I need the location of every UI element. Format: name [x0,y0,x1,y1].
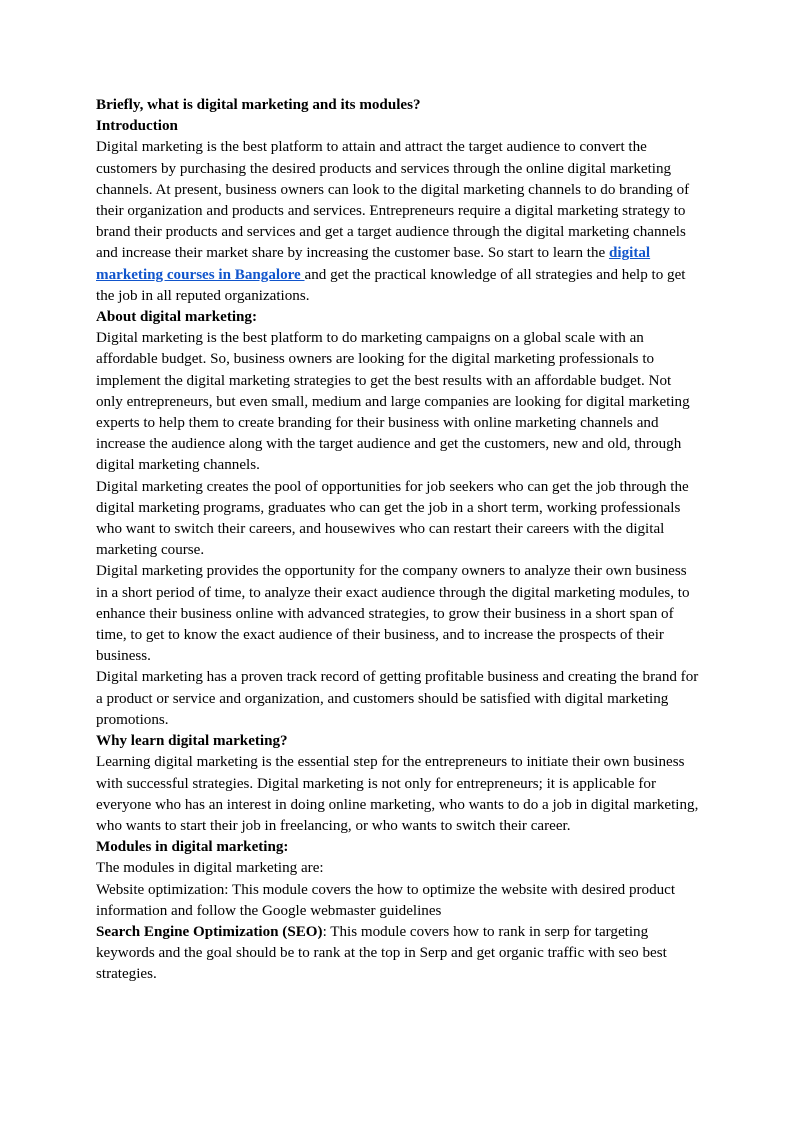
module-website-optimization: Website optimization: This module covers the how to optimize the website with desired product information and follow the Google webmaster guidelines [96,881,676,919]
about-paragraph-2: Digital marketing creates the pool of opportunities for job seekers who can get the job through the digital marketing programs, graduates who can get the job in a short term, working professionals who want to switch their careers, and housewives who can restart their careers with the digital marketing course. [96,478,689,559]
about-paragraph-3: Digital marketing provides the opportunity for the company owners to analyze their own business in a short period of time, to analyze their exact audience through the digital marketing modules, to enhance their business online with advanced strategies, to grow their business in a short span of time, to get to know the exact audience of their business, and to increase the prospects of their business. [96,563,690,665]
intro-text-after-link: and get the practical knowledge of all strategies and help to get the job in all reputed organizations. [96,266,686,304]
heading-about: About digital marketing: [96,309,258,326]
document-title: Briefly, what is digital marketing and its modules? [96,97,421,113]
digital-marketing-courses-link[interactable]: digital marketing courses in Bangalore [96,245,651,283]
heading-introduction: Introduction [96,118,178,135]
about-paragraph-4: Digital marketing has a proven track record of getting profitable business and creating the brand for a product or service and organization, and customers should be satisfied with digital marketing promotions. [96,669,699,728]
intro-text-before-link: Digital marketing is the best platform to attain and attract the target audience to convert the customers by purchasing the desired products and services through the online digital marketing channels. At present, business owners can look to the digital marketing channels to do branding of their organization and products and services. Entrepreneurs require a digital marketing strategy to brand their products and services and get a target audience through the digital marketing channels and increase their market share by increasing the customer base. So start to learn the [96,139,690,262]
module-seo-description: : This module covers how to rank in serp for targeting keywords and the goal should be to rank at the top in Serp and get organic traffic with seo best strategies. [96,923,667,983]
intro-paragraph [96,137,699,307]
why-paragraph: Learning digital marketing is the essential step for the entrepreneurs to initiate their own business with successful strategies. Digital marketing is not only for entrepreneurs; it is applicable for everyone who has an interest in doing online marketing, who wants to do a job in digital marketing, who wants to start their job in freelancing, or who wants to switch their career. [96,754,699,834]
modules-intro: The modules in digital marketing are: [96,860,324,877]
about-paragraph-1: Digital marketing is the best platform to do marketing campaigns on a global scale with an affordable budget. So, business owners are looking for the digital marketing professionals to implement the digital marketing strategies to get the best results with an affordable budget. Not only entrepreneurs, but even small, medium and large companies are looking for digital marketing experts to help them to create branding for their business with online marketing channels and increase the audience along with the target audience and get the customers, new and old, through digital marketing channels. [96,330,690,474]
module-seo [96,922,699,986]
module-seo-term: Search Engine Optimization (SEO) [96,923,323,940]
heading-modules: Modules in digital marketing: [96,839,289,856]
heading-why-learn: Why learn digital marketing? [96,733,288,750]
